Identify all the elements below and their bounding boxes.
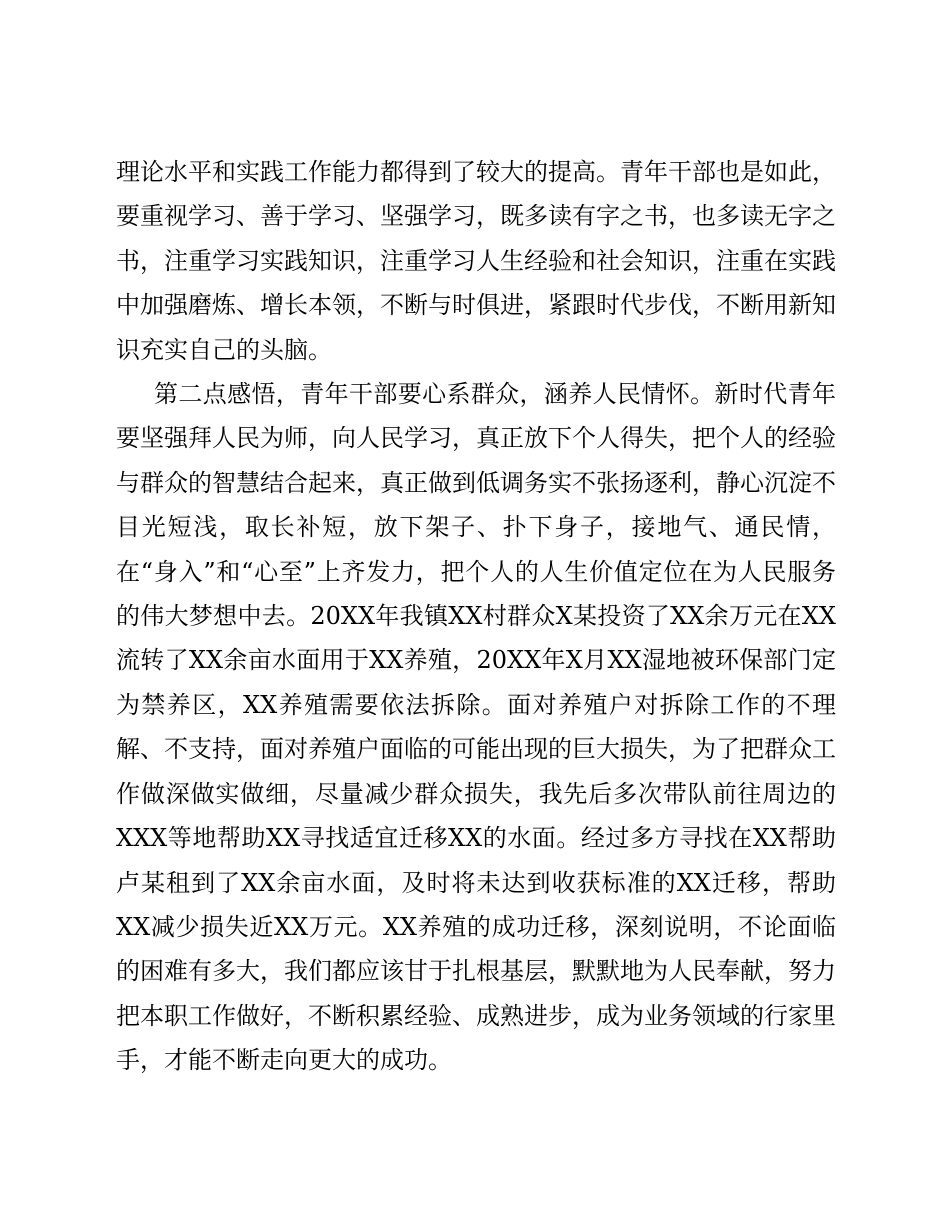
paragraph-continued: 理论水平和实践工作能力都得到了较大的提高。青年干部也是如此，要重视学习、善于学习、坚强学习，既多读有字之书，也多读无字之书，注重学习实践知识，注重学习人生经验和社会知识，注重在实践中加强磨炼、增长本领，不断与时俱进，紧跟时代步伐，不断用新知识充实自己的头脑。 (116, 158, 836, 364)
paragraph-second-insight: 第二点感悟，青年干部要心系群众，涵养人民情怀。新时代青年要坚强拜人民为师，向人民学习，真正放下个人得失，把个人的经验与群众的智慧结合起来，真正做到低调务实不张扬逐利，静心沉淀不目光短浅，取长补短，放下架子、扑下身子，接地气、通民情，在“身入”和“心至”上齐发力，把个人的人生价值定位在为人民服务的伟大梦想中去。20XX年我镇XX村群众X某投资了XX余万元在XX流转了XX余亩水面用于XX养殖，20XX年X月XX湿地被环保部门定为禁养区，XX养殖需要依法拆除。面对养殖户对拆除工作的不理解、不支持，面对养殖户面临的可能出现的巨大损失，为了把群众工作做深做实做细，尽量减少群众损失，我先后多次带队前往周边的XXX等地帮助XX寻找适宜迁移XX的水面。经过多方寻找在XX帮助卢某租到了XX余亩水面，及时将未达到收获标准的XX迁移，帮助XX减少损失近XX万元。XX养殖的成功迁移，深刻说明，不论面临的困难有多大，我们都应该甘于扎根基层，默默地为人民奉献，努力把本职工作做好，不断积累经验、成熟进步，成为业务领域的行家里手，才能不断走向更大的成功。 (116, 380, 836, 1075)
body-text (116, 150, 836, 1083)
